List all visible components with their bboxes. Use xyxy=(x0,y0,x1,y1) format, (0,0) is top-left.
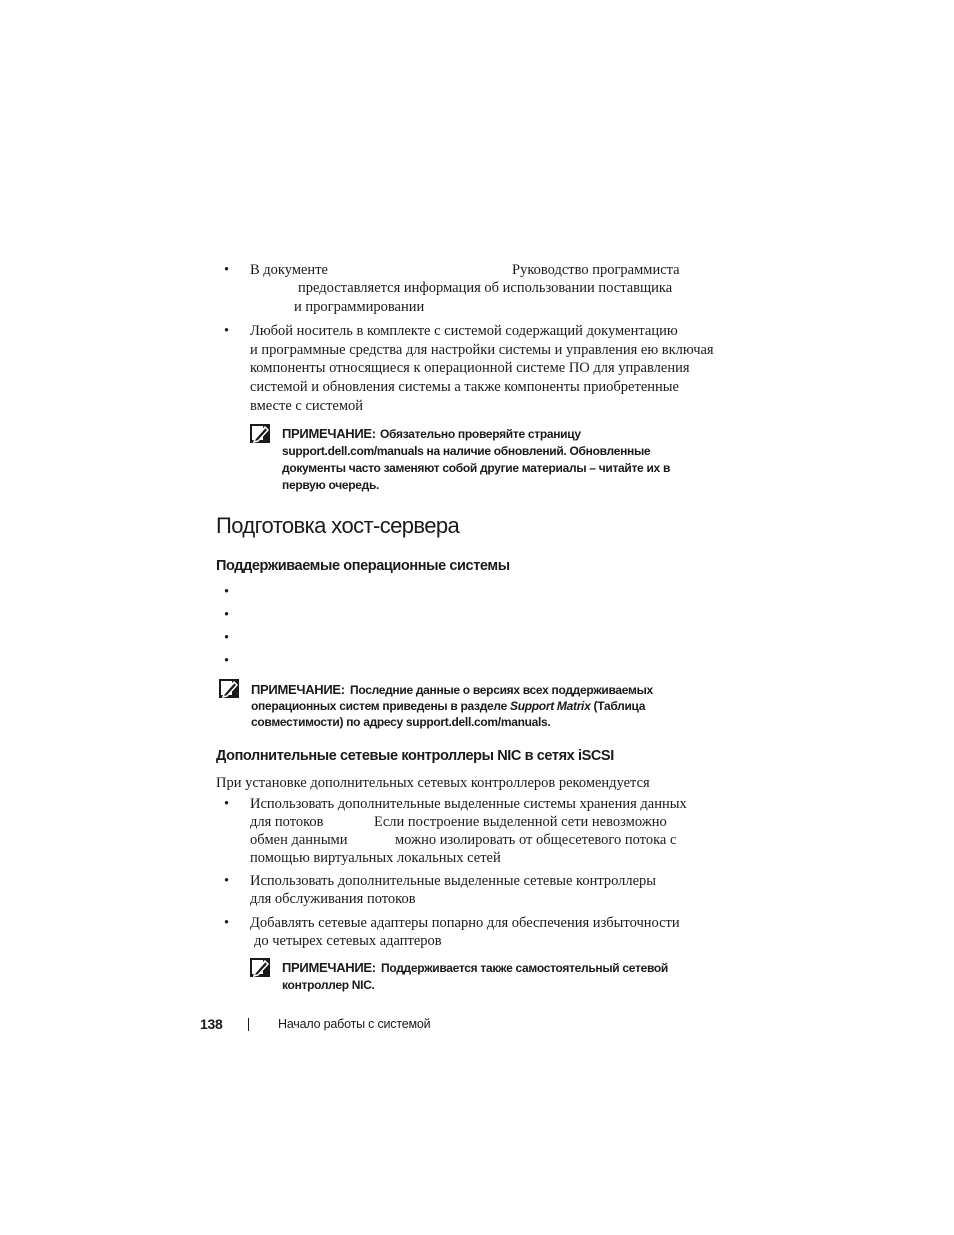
nic-3-line-1: Добавлять сетевые адаптеры попарно для обеспечения избыточности xyxy=(250,915,680,931)
footer-divider xyxy=(248,1018,249,1031)
note-2-line-3: совместимости) по адресу support.dell.com/manuals. xyxy=(251,715,551,729)
nic-2-line-1: Использовать дополнительные выделенные сетевые контроллеры xyxy=(250,873,657,889)
note-2-line-1: Последние данные о версиях всех поддерживаемых xyxy=(350,683,653,697)
note-2-line-2a: операционных систем приведены в разделе xyxy=(251,699,507,713)
bullet-2-line-5: вместе с системой xyxy=(250,398,364,414)
nic-1-line-3a: обмен данными xyxy=(250,832,348,848)
bullet-1-line-1a: В документе xyxy=(250,262,328,278)
nic-2-line-2: для обслуживания потоков xyxy=(250,891,416,907)
bullet-1-line-2: предоставляется информация об использовании поставщика xyxy=(298,280,673,296)
note-2-line-2b: (Таблица xyxy=(593,699,646,713)
nic-intro: При установке дополнительных сетевых контроллеров рекомендуется xyxy=(216,775,650,791)
footer-section-title: Начало работы с системой xyxy=(278,1017,431,1031)
note-3-line-2: контроллер NIC. xyxy=(282,978,375,992)
note-label: ПРИМЕЧАНИЕ: xyxy=(251,682,345,697)
bullet-marker: • xyxy=(224,915,230,931)
bullet-marker: • xyxy=(224,873,230,889)
bullet-marker: • xyxy=(224,323,230,339)
subsection-title-nic: Дополнительные сетевые контроллеры NIC в сетях iSCSI xyxy=(216,748,614,764)
note-pencil-icon xyxy=(219,679,239,698)
note-pencil-icon xyxy=(250,424,270,443)
subsection-title-os: Поддерживаемые операционные системы xyxy=(216,558,510,574)
bullet-2-line-3: компоненты относящиеся к операционной системе ПО для управления xyxy=(250,360,690,376)
bullet-2-line-1: Любой носитель в комплекте с системой содержащий документацию xyxy=(250,323,678,339)
page-number: 138 xyxy=(200,1016,223,1032)
note-2-italic: Support Matrix xyxy=(510,699,591,713)
bullet-marker: • xyxy=(224,262,230,278)
bullet-marker: • xyxy=(224,630,230,646)
bullet-marker: • xyxy=(224,653,230,669)
nic-1-line-2b: Если построение выделенной сети невозможно xyxy=(374,814,667,830)
note-1-line-4: первую очередь. xyxy=(282,478,380,492)
note-label: ПРИМЕЧАНИЕ: xyxy=(282,426,376,441)
nic-1-line-3b: можно изолировать от общесетевого потока с xyxy=(395,832,677,848)
note-2-line-2 xyxy=(251,699,645,713)
note-1-line-3: документы часто заменяют собой другие материалы – читайте их в xyxy=(282,461,671,475)
note-3-line-1: Поддерживается также самостоятельный сетевой xyxy=(381,961,668,975)
bullet-2-line-2: и программные средства для настройки системы и управления ею включая xyxy=(250,342,714,358)
nic-1-line-4: помощью виртуальных локальных сетей xyxy=(250,850,501,866)
nic-1-line-2a: для потоков xyxy=(250,814,324,830)
section-title: Подготовка хост-сервера xyxy=(216,513,460,538)
bullet-1-line-3: и программировании xyxy=(294,299,425,315)
note-1-line-1: Обязательно проверяйте страницу xyxy=(380,427,581,441)
nic-1-line-1: Использовать дополнительные выделенные системы хранения данных xyxy=(250,796,687,812)
note-1-line-2: support.dell.com/manuals на наличие обновлений. Обновленные xyxy=(282,444,651,458)
bullet-2-line-4: системой и обновления системы а также компоненты приобретенные xyxy=(250,379,679,395)
bullet-marker: • xyxy=(224,607,230,623)
bullet-marker: • xyxy=(224,584,230,600)
note-pencil-icon xyxy=(250,958,270,977)
nic-3-line-2: до четырех сетевых адаптеров xyxy=(254,933,442,949)
note-label: ПРИМЕЧАНИЕ: xyxy=(282,960,376,975)
bullet-marker: • xyxy=(224,796,230,812)
bullet-1-line-1b: Руководство программиста xyxy=(512,262,680,278)
